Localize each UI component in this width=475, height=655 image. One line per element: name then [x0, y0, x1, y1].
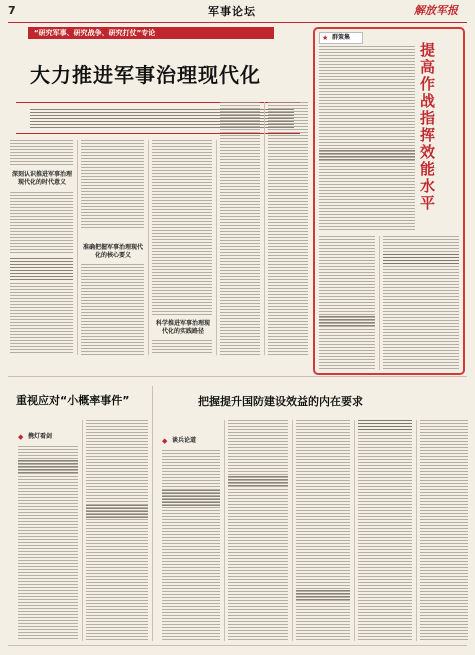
bottom-right-text-1: [162, 450, 220, 641]
lead-subhead-1: 深刻认识推进军事治理现代化的时代意义: [12, 171, 73, 186]
bottom-right-column-text: 谈兵论道: [172, 437, 197, 444]
sidebar-title: 提高作战指挥效能水平: [420, 41, 436, 212]
page-header: [0, 0, 475, 24]
bottom-right-text-2: [228, 420, 288, 641]
bottom-right-text-3: [296, 420, 350, 641]
lead-col-4: [220, 102, 260, 355]
bottom-left-text-2: [86, 420, 148, 641]
bottom-right-column-label: [162, 436, 214, 446]
footer-rule: [8, 645, 467, 646]
lead-article-title: 大力推进军事治理现代化: [30, 63, 261, 87]
section-title: 军事论坛: [208, 5, 256, 18]
lead-subhead-3: 科学推进军事治理现代化的实践路径: [156, 320, 211, 335]
header-rule: [8, 22, 467, 23]
sidebar-column-text: 群策集: [332, 34, 351, 41]
bottom-right-title: 把握提升国防建设效益的内在要求: [198, 395, 363, 408]
bottom-left-column-text: 携灯看剑: [28, 433, 53, 440]
lead-col-1-mid: [10, 192, 73, 255]
bottom-left-text-1: [18, 446, 78, 641]
flag-icon: ◆: [162, 437, 168, 445]
col-divider: [379, 236, 380, 370]
sidebar-text-2-bold: [319, 316, 375, 326]
col-divider: [224, 420, 225, 641]
bottom-right-text-4-bold: [358, 420, 412, 430]
bottom-left-text-2-bold: [86, 505, 148, 519]
lead-col-3-top: [152, 140, 212, 315]
sidebar-column-label: [319, 32, 363, 44]
lead-col-2-bottom: [81, 264, 144, 355]
col-divider: [77, 140, 78, 355]
bottom-right-text-5: [420, 420, 468, 641]
section-rule: [8, 376, 467, 377]
page-number: 7: [8, 4, 16, 17]
sidebar-text-2: [319, 236, 375, 370]
bottom-left-title: 重视应对“小概率事件”: [16, 394, 130, 407]
lead-col-2-top: [81, 140, 144, 228]
bottom-right-text-1-bold: [162, 490, 220, 506]
col-divider: [416, 420, 417, 641]
sidebar-text-1: [319, 46, 415, 232]
lead-col-1-bold: [10, 258, 73, 280]
lead-col-3-bottom: [152, 340, 212, 355]
bottom-right-text-4: [358, 420, 412, 641]
star-icon: ★: [322, 34, 329, 42]
sidebar-text-3-bold: [383, 254, 459, 264]
masthead-logo: 解放军报: [414, 4, 458, 17]
col-divider: [354, 420, 355, 641]
lamp-icon: ◆: [18, 433, 24, 441]
bottom-right-text-3-bold: [296, 590, 350, 602]
lead-col-1-top: [10, 140, 73, 166]
col-divider: [152, 386, 153, 641]
sidebar-text-1-bold: [319, 150, 415, 162]
banner-text: “研究军事、研究战争、研究打仗”专论: [34, 29, 156, 37]
lead-subhead-2: 准确把握军事治理现代化的核心要义: [83, 244, 144, 259]
col-divider: [292, 420, 293, 641]
col-divider: [264, 102, 265, 355]
col-divider: [148, 140, 149, 355]
col-divider: [216, 140, 217, 355]
col-divider: [82, 420, 83, 641]
bottom-left-column-label: [18, 432, 72, 442]
bottom-left-text-1-bold: [18, 460, 78, 474]
lead-col-1-bottom: [10, 283, 73, 355]
lead-col-5: [268, 102, 308, 355]
bottom-right-text-2-bold: [228, 476, 288, 488]
